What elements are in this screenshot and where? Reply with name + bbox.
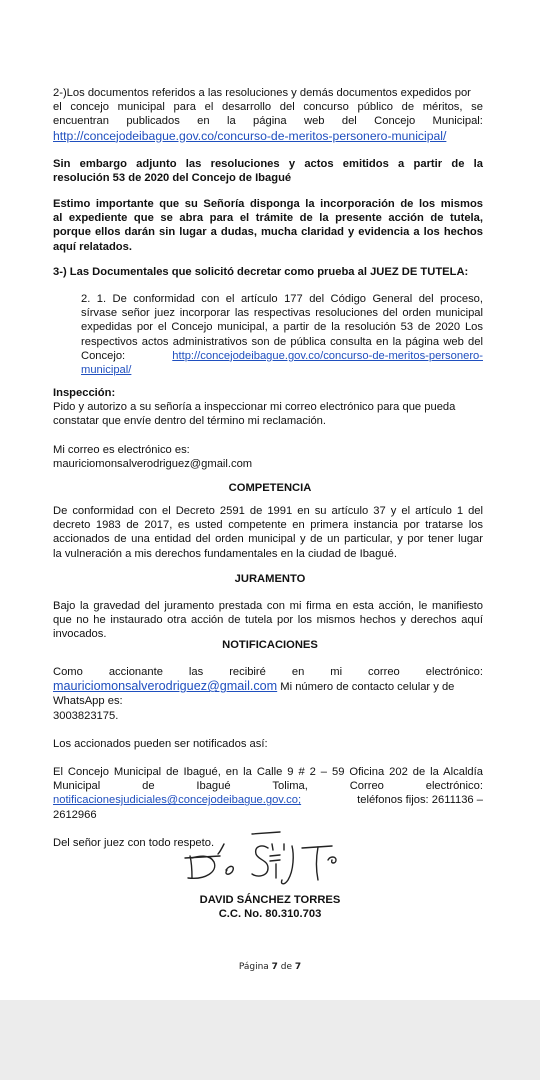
current-page: 7 bbox=[271, 962, 278, 972]
sin-embargo-paragraph bbox=[53, 157, 483, 185]
word: Tolima, bbox=[272, 780, 308, 793]
juramento-line3: invocados. bbox=[53, 628, 107, 641]
juramento-line2: que no he instaurado otra acción de tutela por los mismos hechos y derechos aquí bbox=[53, 614, 483, 627]
concejo-address-line3 bbox=[53, 793, 483, 807]
whatsapp-label: WhatsApp es: bbox=[53, 695, 123, 708]
word: Concejo bbox=[374, 115, 416, 128]
word: en bbox=[197, 115, 210, 128]
inspeccion-line2: constatar que envíe dentro del término mi reclamación. bbox=[53, 415, 326, 428]
inspeccion-heading: Inspección: bbox=[53, 387, 116, 399]
section3-item-line5 bbox=[81, 349, 483, 363]
word: mi bbox=[330, 666, 343, 678]
closing-text: Del señor juez con todo respeto. bbox=[53, 836, 215, 849]
juramento-paragraph bbox=[53, 599, 483, 642]
handwritten-signature bbox=[180, 830, 360, 890]
total-pages: 7 bbox=[294, 962, 302, 972]
estimo-line3: porque ellos darán sin lugar a dudas, mucha claridad y evidencia a los hechos bbox=[53, 226, 483, 239]
sin-embargo-line1: Sin embargo adjunto las resoluciones y actos emitidos a partir de la bbox=[53, 158, 483, 170]
word: página bbox=[253, 115, 287, 128]
word: Municipal bbox=[53, 780, 101, 793]
section3-item bbox=[81, 292, 483, 377]
section3-item-line1: 2. 1. De conformidad con el artículo 177 del Código General del proceso, bbox=[81, 293, 483, 305]
word: correo bbox=[368, 666, 400, 678]
page-number bbox=[0, 962, 540, 972]
concejo-label: Concejo: bbox=[81, 349, 126, 362]
concejo-link-2-cont[interactable]: municipal/ bbox=[81, 364, 132, 377]
inspeccion-line1: Pido y autorizo a su señoría a inspeccionar mi correo electrónico para que pueda bbox=[53, 401, 456, 414]
word: Municipal: bbox=[432, 115, 483, 128]
concejo-link-2[interactable]: http://concejodeibague.gov.co/concurso-de-meritos-personero- bbox=[172, 349, 483, 362]
notificaciones-line1 bbox=[53, 665, 483, 679]
competencia-paragraph bbox=[53, 504, 483, 561]
accionados-text: Los accionados pueden ser notificados así: bbox=[53, 737, 268, 750]
concejo-email-link[interactable]: notificacionesjudiciales@concejodeibague.gov.co; bbox=[53, 794, 302, 807]
section3-item-line2: sírvase señor juez incorporar las respectivas resoluciones del orden municipal bbox=[81, 307, 483, 320]
viewer-background bbox=[0, 1000, 540, 1080]
concejo-phones-cont: 2612966 bbox=[53, 808, 97, 821]
section2-paragraph bbox=[53, 86, 483, 143]
estimo-paragraph bbox=[53, 197, 483, 254]
concejo-address-line2 bbox=[53, 779, 483, 793]
section3-item-line4: respectivos actos administrativos son de pública consulta en la página web del bbox=[81, 335, 483, 348]
estimo-line2: al expediente que se abra para el trámite de la presente acción de tutela, bbox=[53, 212, 483, 225]
page-separator: de bbox=[277, 962, 295, 972]
section3-item-line3: expedidas por el Concejo municipal, a partir de la resolución 53 de 2020 Los bbox=[81, 321, 483, 334]
juramento-heading: JURAMENTO bbox=[234, 573, 306, 585]
competencia-line2: decreto 1983 de 2017, es usted competente en primera instancia por tratarse los bbox=[53, 519, 483, 532]
phone-number: 3003823175. bbox=[53, 709, 119, 722]
word: encuentran bbox=[53, 115, 109, 128]
section2-line3 bbox=[53, 114, 483, 128]
word: recibiré bbox=[229, 666, 266, 678]
word: web bbox=[303, 115, 325, 128]
estimo-line1: Estimo importante que su Señoría disponga la incorporación de los mismos bbox=[53, 198, 483, 210]
competencia-line4: la vulneración a mis derechos fundamentales en la ciudad de Ibagué. bbox=[53, 547, 397, 560]
sin-embargo-line2: resolución 53 de 2020 del Concejo de Ibagué bbox=[53, 172, 292, 185]
word: las bbox=[188, 666, 204, 678]
word: electrónico: bbox=[425, 780, 483, 793]
word: del bbox=[341, 115, 357, 128]
accionante-email-link[interactable]: mauriciomonsalverodriguez@gmail.com bbox=[53, 679, 278, 694]
word: accionante bbox=[108, 666, 163, 678]
word: Ibagué bbox=[196, 780, 231, 793]
concejo-phones: teléfonos fijos: 2611136 – bbox=[357, 794, 483, 807]
concejo-address-line1: El Concejo Municipal de Ibagué, en la Calle 9 # 2 – 59 Oficina 202 de la Alcaldía bbox=[53, 766, 483, 779]
section3-heading: 3-) Las Documentales que solicitó decretar como prueba al JUEZ DE TUTELA: bbox=[53, 266, 469, 278]
word: de bbox=[142, 780, 155, 793]
competencia-line1: De conformidad con el Decreto 2591 de 1991 en su artículo 37 y el artículo 1 del bbox=[53, 505, 483, 517]
estimo-line4: aquí relatados. bbox=[53, 240, 132, 253]
signer-id: C.C. No. 80.310.703 bbox=[218, 908, 322, 920]
word: Como bbox=[53, 666, 83, 678]
email-label: Mi correo es electrónico es: bbox=[53, 443, 190, 456]
word: publicados bbox=[126, 115, 180, 128]
contact-text: Mi número de contacto celular y de bbox=[277, 681, 455, 694]
word: electrónico: bbox=[425, 666, 483, 678]
concejo-link[interactable]: http://concejodeibague.gov.co/concurso-de-meritos-personero-municipal/ bbox=[53, 128, 447, 143]
competencia-line3: accionados de una entidad del orden municipal y de un particular, y por tener lugar bbox=[53, 533, 483, 546]
page-label: Página bbox=[238, 962, 272, 972]
notificaciones-line2 bbox=[53, 679, 483, 694]
notificaciones-paragraph bbox=[53, 665, 483, 850]
section2-line1: 2-)Los documentos referidos a las resoluciones y demás documentos expedidos por bbox=[53, 87, 471, 99]
inspeccion-email: mauriciomonsalverodriguez@gmail.com bbox=[53, 457, 253, 470]
notificaciones-heading: NOTIFICACIONES bbox=[222, 639, 318, 651]
signer-name: DAVID SÁNCHEZ TORRES bbox=[199, 894, 341, 906]
inspeccion-section bbox=[53, 386, 483, 471]
word: en bbox=[291, 666, 305, 678]
competencia-heading: COMPETENCIA bbox=[228, 482, 312, 494]
juramento-line1: Bajo la gravedad del juramento prestada con mi firma en esta acción, le manifiesto bbox=[53, 600, 483, 612]
word: Correo bbox=[349, 780, 384, 793]
section2-line2: el concejo municipal para el desarrollo del concurso público de méritos, se bbox=[53, 101, 483, 114]
word: la bbox=[226, 115, 236, 128]
